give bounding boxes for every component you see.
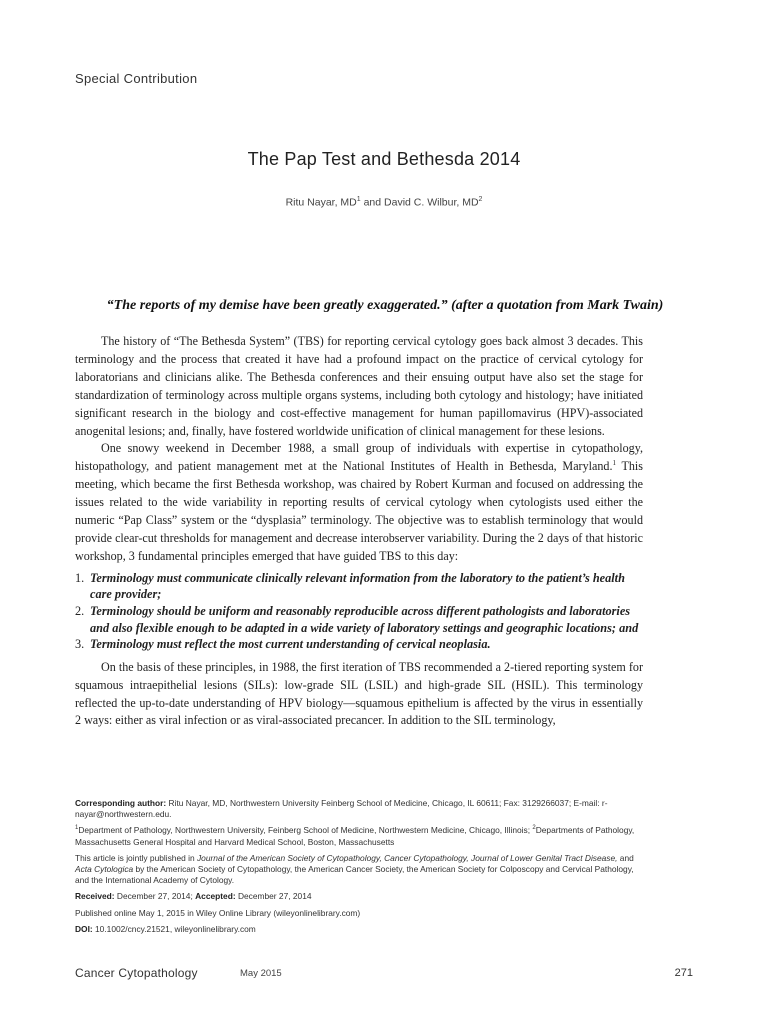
journal-names: Journal of the American Society of Cytopathology, Cancer Cytopathology, Journal of Lower Genital Tract Disease, <box>196 852 618 863</box>
section-label: Special Contribution <box>75 71 198 86</box>
note-text: December 27, 2014 <box>235 891 312 902</box>
list-item-text: Terminology must communicate clinically relevant information from the laboratory to the patient’s health care provider; <box>90 570 625 602</box>
note-text: by the American Society of Cytopathology, the American Cancer Society, the American Society for Colposcopy and Cervical Pathology, and the International Academy of Cytology. <box>75 864 634 886</box>
author-name: David C. Wilbur, MD <box>384 196 479 209</box>
affiliation-marker: 1 <box>356 196 361 203</box>
list-item <box>75 636 643 653</box>
list-item <box>75 603 643 636</box>
affiliation-marker: 1 <box>75 825 79 832</box>
affiliation-marker: 2 <box>532 825 536 832</box>
paragraph-text: One snowy weekend in December 1988, a small group of individuals with expertise in cytopathology, histopathology, and patient management met at the National Institutes of Health in Bethesda, Maryland. <box>75 441 643 474</box>
principles-list <box>75 570 643 653</box>
published-online-note: Published online May 1, 2015 in Wiley Online Library (wileyonlinelibrary.com) <box>75 907 361 918</box>
article-body <box>75 333 643 730</box>
body-paragraph: The history of “The Bethesda System” (TBS) for reporting cervical cytology goes back almost 3 decades. This terminology and the process that created it have had a profound impact on the practice of cervical cytology for laboratorians and clinicians alike. The Bethesda conferences and their ensuing output have also set the stage for standardization of terminology across multiple organs systems, including both cytology and histology; have initiated significant research in the biology and cost-effective management for human papillomavirus (HPV)-associated anogenital lesions; and, finally, have fostered worldwide unification of clinical management for these lesions. <box>75 334 643 438</box>
author-line <box>0 196 768 209</box>
affiliation-marker: 2 <box>478 196 483 203</box>
body-paragraph <box>75 440 643 565</box>
page-number: 271 <box>674 967 693 979</box>
dates-note <box>75 891 647 902</box>
note-label: Accepted: <box>195 891 236 902</box>
note-label: DOI: <box>75 923 93 934</box>
list-number: 3. <box>75 637 85 652</box>
list-item <box>75 570 643 603</box>
footnotes <box>75 798 647 940</box>
note-label: Corresponding author: <box>75 798 167 808</box>
reference-marker: 1 <box>612 459 616 468</box>
list-number: 2. <box>75 603 85 618</box>
note-text: This article is jointly published in <box>75 852 197 863</box>
paragraph-text: This meeting, which became the first Bethesda workshop, was chaired by Robert Kurman and focused on addressing the issues related to the wide variability in reporting results of cervical cytology when cytologists used either the numeric “Pap Class” system or the “dysplasia” terminology. The objective was to establish terminology that would provide clear-cut thresholds for management and decrease interobserver variability. During the 2 days of that historic workshop, 3 fundamental principles emerged that have guided TBS to this day: <box>75 459 643 563</box>
body-paragraph: On the basis of these principles, in 1988, the first iteration of TBS recommended a 2-tiered reporting system for squamous intraepithelial lesions (SILs): low-grade SIL (LSIL) and high-grade SIL (HSIL). This terminology reflected the up-to-date understanding of HPV biology—squamous epithelium is affected by the virus in essentially 2 ways: either as viral infection or as viral-associated precancer. In addition to the SIL terminology, <box>75 659 643 728</box>
author-join: and <box>360 196 385 209</box>
note-text: 10.1002/cncy.21521, wileyonlinelibrary.com <box>92 923 256 934</box>
doi-note <box>75 924 647 935</box>
note-text: Department of Pathology, Northwestern University, Feinberg School of Medicine, Northwestern Medicine, Chicago, Illinois; <box>78 825 533 836</box>
epigraph: “The reports of my demise have been greatly exaggerated.” (after a quotation from Mark Twain) <box>106 298 664 313</box>
joint-publication-note <box>75 853 647 887</box>
affiliations-note <box>75 825 647 847</box>
list-number: 1. <box>75 570 85 585</box>
article-title: The Pap Test and Bethesda 2014 <box>247 149 521 169</box>
note-text: Ritu Nayar, MD, Northwestern University Feinberg School of Medicine, Chicago, IL 60611; Fax: 3129266037; E-mail: r-nayar@northwestern.edu. <box>75 798 608 820</box>
note-label: Received: <box>75 891 115 902</box>
corresponding-author-note <box>75 798 647 820</box>
footer-date: May 2015 <box>240 968 282 979</box>
note-text: December 27, 2014; <box>114 891 196 902</box>
journal-names: Acta Cytologica <box>75 864 134 875</box>
list-item-text: Terminology must reflect the most current understanding of cervical neoplasia. <box>90 637 491 652</box>
note-text: Departments of Pathology, Massachusetts General Hospital and Harvard Medical School, Boston, Massachusetts <box>75 825 635 847</box>
author-name: Ritu Nayar, MD <box>285 196 357 209</box>
note-text: and <box>617 852 634 863</box>
list-item-text: Terminology should be uniform and reasonably reproducible across different pathologists and laboratories and also flexible enough to be adapted in a wide variety of laboratory settings and geographic locations; and <box>90 603 639 635</box>
footer-journal-name: Cancer Cytopathology <box>75 966 198 980</box>
